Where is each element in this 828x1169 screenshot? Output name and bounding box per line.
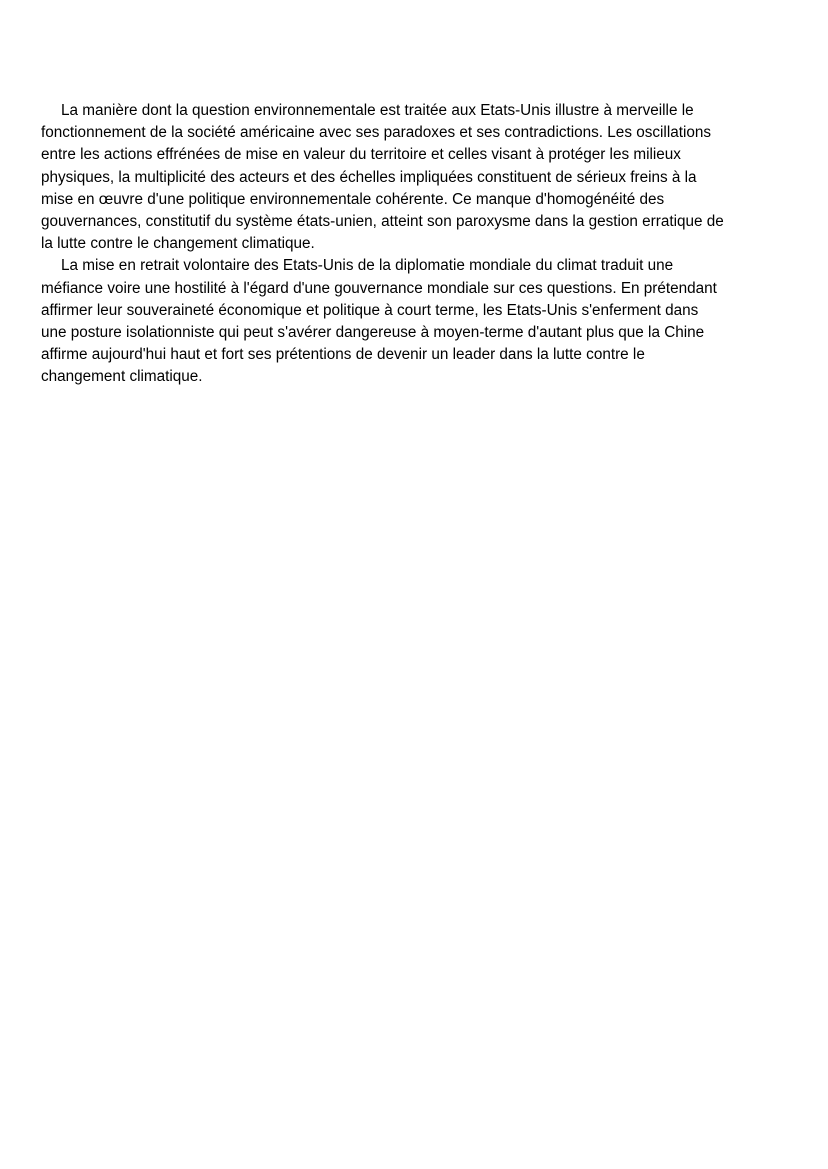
paragraph-line: une posture isolationniste qui peut s'avérer dangereuse à moyen-terme d'autant plus que la Chine	[41, 324, 705, 342]
body-text	[41, 100, 791, 389]
paragraph-line: La manière dont la question environnementale est traitée aux Etats-Unis illustre à merveille le	[61, 102, 694, 119]
paragraph-line: méfiance voire une hostilité à l'égard d'une gouvernance mondiale sur ces questions. En prétendant	[41, 279, 717, 297]
paragraph-1	[41, 100, 791, 255]
paragraph-line: physiques, la multiplicité des acteurs et des échelles impliquées constituent de sérieux freins à la	[41, 168, 697, 186]
paragraph-line: gouvernances, constitutif du système états-unien, atteint son paroxysme dans la gestion erratique de	[41, 213, 724, 231]
paragraph-line: mise en œuvre d'une politique environnementale cohérente. Ce manque d'homogénéité des	[41, 190, 665, 208]
paragraph-line: changement climatique.	[41, 368, 203, 386]
paragraph-2	[41, 255, 791, 388]
paragraph-line: fonctionnement de la société américaine avec ses paradoxes et ses contradictions. Les oscillations	[41, 124, 712, 142]
paragraph-line: La mise en retrait volontaire des Etats-Unis de la diplomatie mondiale du climat traduit une	[61, 257, 674, 275]
paragraph-line: affirme aujourd'hui haut et fort ses prétentions de devenir un leader dans la lutte contre le	[41, 346, 645, 364]
paragraph-line: affirmer leur souveraineté économique et politique à court terme, les Etats-Unis s'enferment dans	[41, 301, 699, 319]
paragraph-line: entre les actions effrénées de mise en valeur du territoire et celles visant à protéger les milieux	[41, 146, 681, 164]
paragraph-line: la lutte contre le changement climatique.	[41, 235, 315, 253]
